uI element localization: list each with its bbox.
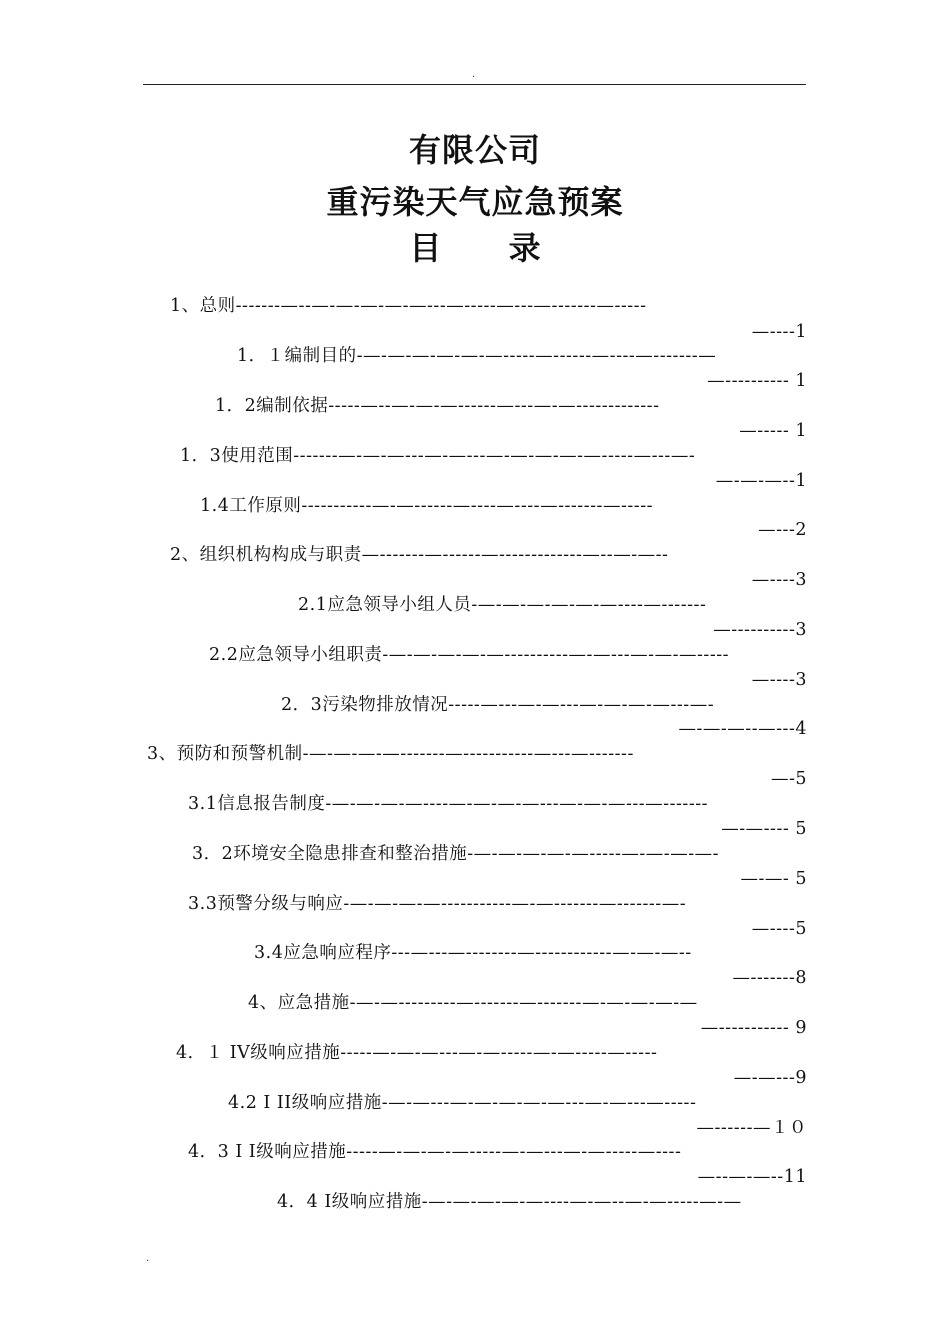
- toc-entry-2-1[interactable]: 2.1应急领导小组人员-—-—-—-—-—-—----—-------: [298, 595, 707, 615]
- toc-entry-4[interactable]: 4、应急措施-—-—---------—-------—-------—-—-—-—-—: [248, 993, 698, 1013]
- header-mark: .: [472, 69, 476, 80]
- toc-entry-3[interactable]: 3、预防和预警机制-—-—-—-—-------—-----------—---—-------: [147, 744, 634, 764]
- toc-entry-1-4[interactable]: 1.4工作原则-----------—-—------—----—----—-------—-----: [200, 496, 654, 516]
- toc-entry-2-3-page: —-—-—--—---4: [678, 719, 807, 739]
- toc-entry-4-2[interactable]: 4.2 I II级响应措施-—-—---—-—-—-—-—---—-—---—-----: [228, 1093, 697, 1113]
- toc-entry-2-3[interactable]: 2．3污染物排放情况-----—---—-—---—-—-—-—---—-: [281, 695, 715, 715]
- toc-entry-2-2[interactable]: 2.2应急领导小组职责-—-—-—-—-—----------—-—---—-—-—-----: [209, 645, 730, 665]
- toc-entry-3-1-page: —-—---- 5: [721, 819, 807, 839]
- toc-entry-1[interactable]: 1、总则-------—--—-—-—-—-—---—-----—---—-------—-----: [170, 296, 647, 316]
- toc-entry-1-page: —----1: [751, 322, 807, 342]
- toc-entry-3-3[interactable]: 3.3预警分级与响应-—-—-—-—-----------—-—-------—-------—-: [188, 894, 687, 914]
- company-title: 有限公司: [408, 131, 541, 169]
- toc-entry-4-1-page: —-—---9: [733, 1068, 807, 1088]
- toc-entry-3-2-page: —-—- 5: [740, 869, 807, 889]
- toc-entry-3-1[interactable]: 3.1信息报告制度-—-—-—-—----—-—-—-—---—-—-—---—-------: [188, 794, 709, 814]
- toc-heading: 目 录: [409, 229, 569, 267]
- plan-title: 重污染天气应急预案: [326, 183, 624, 221]
- toc-entry-3-4-page: —-------8: [732, 968, 807, 988]
- toc-entry-3-4[interactable]: 3.4应急响应程序---—---—--------—------------—-—-—--: [254, 943, 692, 963]
- toc-entry-4-4[interactable]: 4．4 I级响应措施-—-—-—-—-—----—-—--—-—-----—-—: [277, 1192, 742, 1212]
- toc-entry-2-1-page: —----------3: [713, 620, 807, 640]
- toc-entry-2-2-page: —----3: [751, 670, 807, 690]
- toc-entry-4-3[interactable]: 4．3 I I级响应措施-----—-—-—-—-----—-—---—-—-----—----: [188, 1142, 682, 1162]
- toc-entry-1-2-page: —----- 1: [739, 421, 807, 441]
- toc-entry-3-page: —-5: [770, 769, 807, 789]
- toc-entry-1-3-page: —-—-—--1: [715, 471, 807, 491]
- toc-entry-1-4-page: —---2: [758, 520, 807, 540]
- toc-entry-4-2-page: —------—１０: [696, 1118, 807, 1138]
- footer-mark: .: [146, 1253, 150, 1264]
- toc-entry-1-1-page: —---------- 1: [707, 371, 807, 391]
- toc-entry-1-1[interactable]: 1．１编制目的-—-—-—-—-—-—-----—------—----—-------—: [237, 346, 717, 366]
- toc-entry-1-2[interactable]: 1．2编制依据-----—--—-—-—------—---—-—-------------: [215, 396, 660, 416]
- toc-entry-2[interactable]: 2、组织机构构成与职责—-------—------—-------------—--—-—--: [170, 545, 669, 565]
- toc-entry-4-1[interactable]: 4．１ IV级响应措施-----—-—-—---—-—-----—-—-----—-----: [176, 1043, 658, 1063]
- toc-entry-3-3-page: —----5: [751, 919, 807, 939]
- toc-entry-2-page: —----3: [751, 570, 807, 590]
- toc-entry-1-3[interactable]: 1．3使用范围-------—-—-—---—-—---—-—-—-—-—-----—---—-: [180, 446, 696, 466]
- toc-entry-3-2[interactable]: 3．2环境安全隐患排查和整治措施-—-—-—-—-—-----—-—-—-—-: [192, 844, 720, 864]
- toc-entry-4-page: —----------- 9: [700, 1018, 807, 1038]
- toc-entry-4-3-page: —--—-—--11: [697, 1167, 807, 1187]
